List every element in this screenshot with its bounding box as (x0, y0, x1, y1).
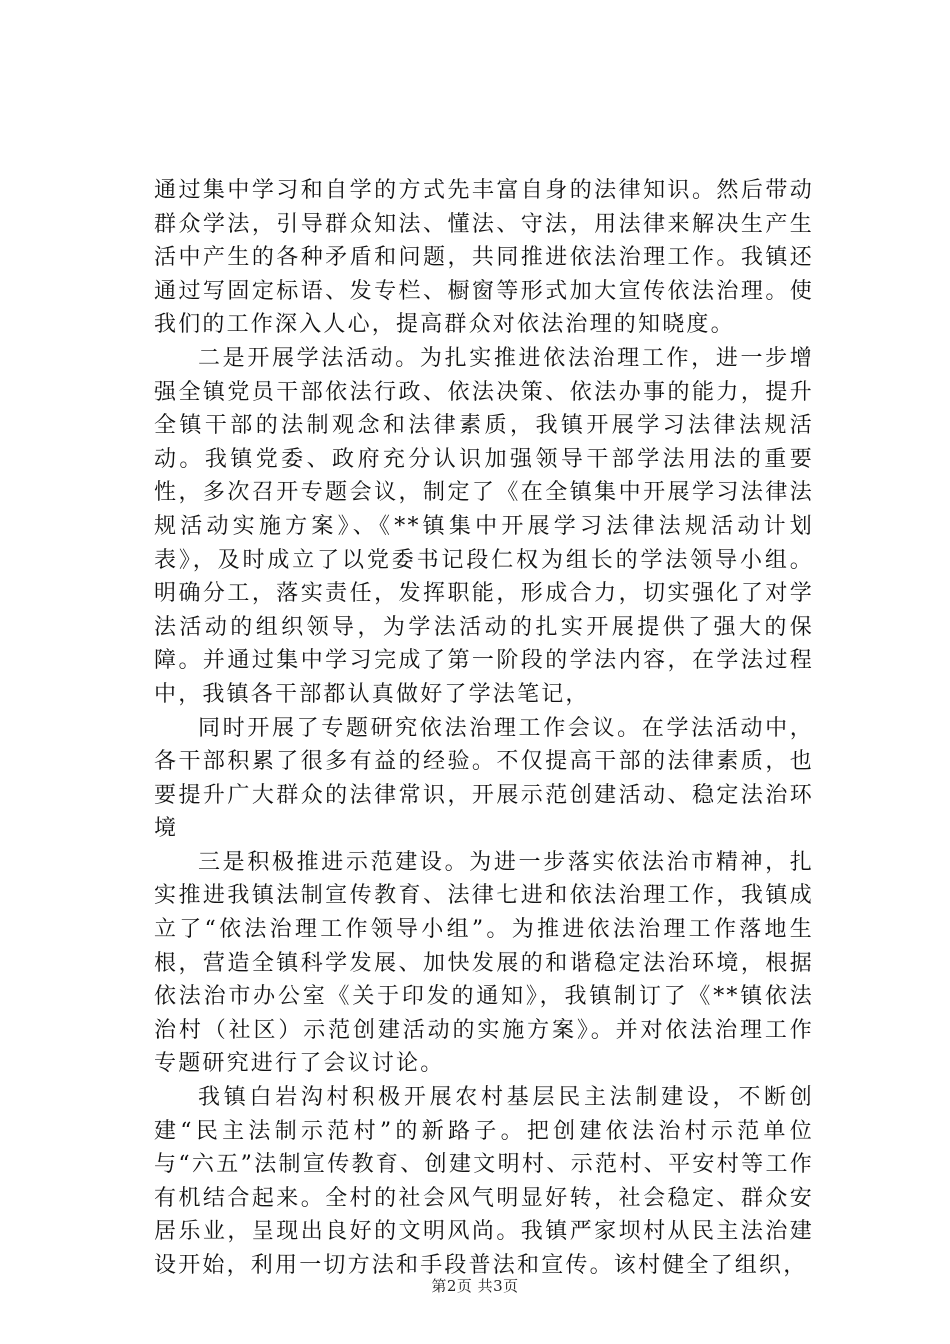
paragraph-5: 我镇白岩沟村积极开展农村基层民主法制建设，不断创建“民主法制示范村”的新路子。把创建依法治村示范单位与“六五”法制宣传教育、创建文明村、示范村、平安村等工作有机结合起来。全村的社会风气明显好转，社会稳定、群众安居乐业，呈现出良好的文明风尚。我镇严家坝村从民主法治建设开始，利用一切方法和手段普法和宣传。该村健全了组织， (154, 1085, 814, 1278)
paragraph-2: 二是开展学法活动。为扎实推进依法治理工作，进一步增强全镇党员干部依法行政、依法决策、依法办事的能力，提升全镇干部的法制观念和法律素质，我镇开展学习法律法规活动。我镇党委、政府充分认识加强领导干部学法用法的重要性，多次召开专题会议，制定了《在全镇集中开展学习法律法规活动实施方案》、《**镇集中开展学习法律法规活动计划表》，及时成立了以党委书记段仁权为组长的学法领导小组。明确分工，落实责任，发挥职能，形成合力，切实强化了对学法活动的组织领导，为学法活动的扎实开展提供了强大的保障。并通过集中学习完成了第一阶段的学法内容，在学法过程中，我镇各干部都认真做好了学法笔记， (154, 345, 814, 707)
document-body (154, 174, 814, 1283)
page-number-footer: 第2页 共3页 (431, 1277, 519, 1295)
paragraph-1: 通过集中学习和自学的方式先丰富自身的法律知识。然后带动群众学法，引导群众知法、懂法、守法，用法律来解决生产生活中产生的各种矛盾和问题，共同推进依法治理工作。我镇还通过写固定标语、发专栏、橱窗等形式加大宣传依法治理。使我们的工作深入人心，提高群众对依法治理的知晓度。 (154, 178, 814, 338)
paragraph-3: 同时开展了专题研究依法治理工作会议。在学法活动中，各干部积累了很多有益的经验。不仅提高干部的法律素质，也要提升广大群众的法律常识，开展示范创建活动、稳定法治环境 (154, 715, 814, 842)
paragraph-4: 三是积极推进示范建设。为进一步落实依法治市精神，扎实推进我镇法制宣传教育、法律七进和依法治理工作，我镇成立了“依法治理工作领导小组”。为推进依法治理工作落地生根，营造全镇科学发展、加快发展的和谐稳定法治环境，根据依法治市办公室《关于印发的通知》，我镇制订了《**镇依法治村（社区）示范创建活动的实施方案》。并对依法治理工作专题研究进行了会议讨论。 (154, 849, 814, 1077)
